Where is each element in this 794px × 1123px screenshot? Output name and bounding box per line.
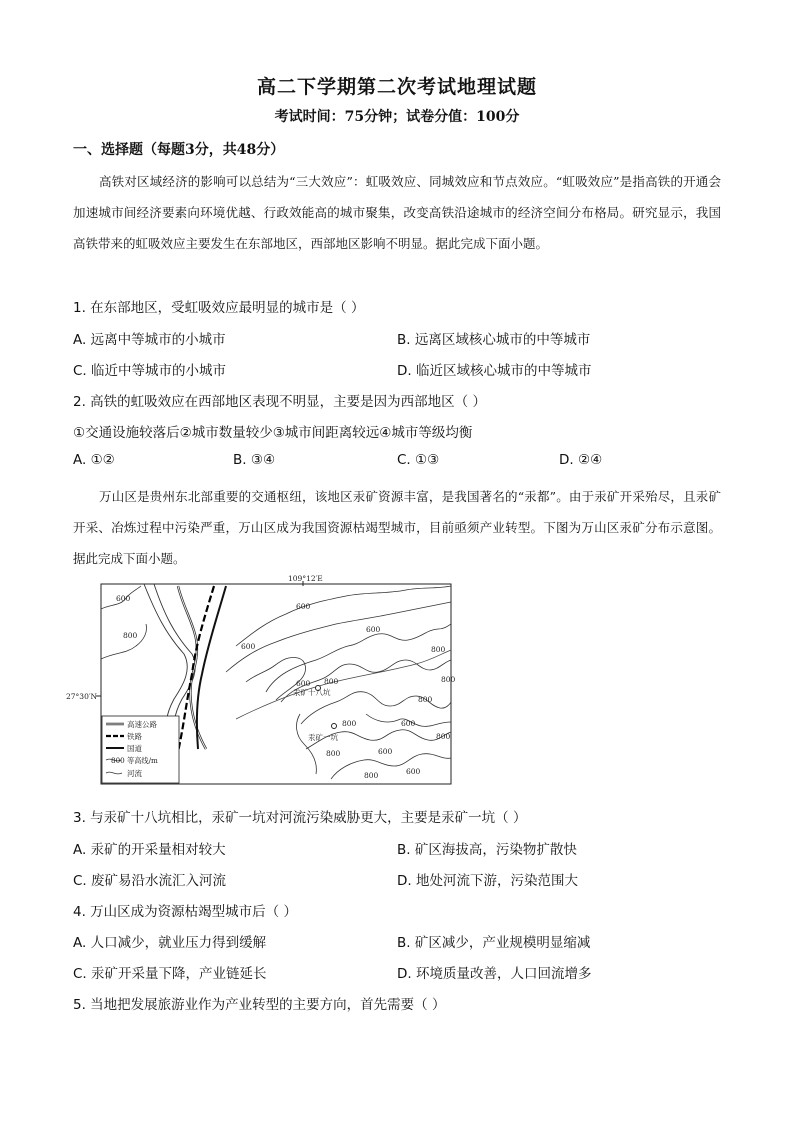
contour-label: 600 [406, 767, 421, 776]
question-3-stem: 3. 与汞矿十八坑相比，汞矿一坑对河流污染威胁更大，主要是汞矿一坑（ ） [73, 810, 527, 826]
question-2-option-b: B. ③④ [233, 452, 276, 468]
legend-national-road: 国道 [127, 744, 142, 753]
contour-label: 800 [342, 719, 357, 728]
question-2-statements: ①交通设施较落后②城市数量较少③城市间距离较远④城市等级均衡 [73, 425, 473, 441]
question-1-option-d: D. 临近区域核心城市的中等城市 [397, 363, 592, 379]
map-legend [102, 716, 179, 783]
legend-river: 河流 [127, 769, 142, 778]
contour-label: 800 [123, 631, 138, 640]
question-2-stem: 2. 高铁的虹吸效应在西部地区表现不明显，主要是因为西部地区（ ） [73, 394, 486, 410]
contour-label: 800 [326, 749, 341, 758]
contour-label: 800 [436, 732, 451, 741]
contour-label: 600 [378, 747, 393, 756]
question-2-option-c: C. ①③ [397, 452, 440, 468]
question-4-option-c: C. 汞矿开采量下降，产业链延长 [73, 966, 267, 982]
question-3-option-b: B. 矿区海拔高，污染物扩散快 [397, 842, 577, 858]
question-3-option-c: C. 废矿易沿水流汇入河流 [73, 873, 227, 889]
legend-expressway: 高速公路 [127, 720, 157, 729]
contour-label: 600 [241, 642, 256, 651]
legend-contour: 800 等高线/m [111, 756, 158, 765]
question-2-option-d: D. ②④ [559, 452, 603, 468]
question-4-stem: 4. 万山区成为资源枯竭型城市后（ ） [73, 904, 297, 920]
question-2-option-a: A. ①② [73, 452, 115, 468]
question-1-option-b: B. 远离区域核心城市的中等城市 [397, 332, 591, 348]
contour-label: 800 [418, 695, 433, 704]
contour-label: 800 [431, 645, 446, 654]
question-4-option-d: D. 环境质量改善，人口回流增多 [397, 966, 592, 982]
question-3-option-a: A. 汞矿的开采量相对较大 [73, 842, 226, 858]
question-4-option-a: A. 人口减少，就业压力得到缓解 [73, 935, 267, 951]
question-1-stem: 1. 在东部地区，受虹吸效应最明显的城市是（ ） [73, 300, 365, 316]
contour-label: 800 [324, 677, 339, 686]
question-3-option-d: D. 地处河流下游，污染范围大 [397, 873, 578, 889]
mine-18-label: 汞矿十八坑 [293, 688, 331, 697]
contour-label: 600 [296, 602, 311, 611]
passage-wanshan: 万山区是贵州东北部重要的交通枢纽，该地区汞矿资源丰富，是我国著名的“汞都”。由于汞矿开采殆尽，且汞矿开采、冶炼过程中污染严重，万山区成为我国资源枯竭型城市，目前亟须产业转型。下图为万山区汞矿分布示意图。据此完成下面小题。 [73, 489, 721, 566]
question-4-option-b: B. 矿区减少，产业规模明显缩减 [397, 935, 591, 951]
contour-label: 600 [401, 719, 416, 728]
mine-1-label: 汞矿一坑 [308, 733, 338, 742]
latitude-label: 27°30′N [66, 692, 98, 701]
contour-label: 600 [296, 679, 311, 688]
contour-label: 800 [441, 675, 456, 684]
contour-label: 600 [366, 625, 381, 634]
question-1-option-a: A. 远离中等城市的小城市 [73, 332, 226, 348]
passage-high-speed-rail: 高铁对区域经济的影响可以总结为“三大效应”：虹吸效应、同城效应和节点效应。“虹吸效应”是指高铁的开通会加速城市间经济要素向环境优越、行政效能高的城市聚集，改变高铁沿途城市的经济空间分布格局。研究显示，我国高铁带来的虹吸效应主要发生在东部地区，西部地区影响不明显。据此完成下面小题。 [73, 174, 721, 251]
page-title: 高二下学期第二次考试地理试题 [256, 76, 537, 98]
legend-railway: 铁路 [127, 732, 142, 741]
question-1-option-c: C. 临近中等城市的小城市 [73, 363, 227, 379]
question-5-stem: 5. 当地把发展旅游业作为产业转型的主要方向，首先需要（ ） [73, 997, 446, 1013]
contour-label: 600 [116, 594, 131, 603]
exam-info: 考试时间：75分钟；试卷分值：100分 [274, 109, 520, 125]
mine-1-marker [332, 724, 337, 729]
contour-label: 800 [364, 771, 379, 780]
section-heading: 一、选择题（每题3分，共48分） [73, 142, 285, 158]
longitude-label: 109°12′E [288, 574, 323, 583]
mercury-mine-map [66, 574, 456, 799]
